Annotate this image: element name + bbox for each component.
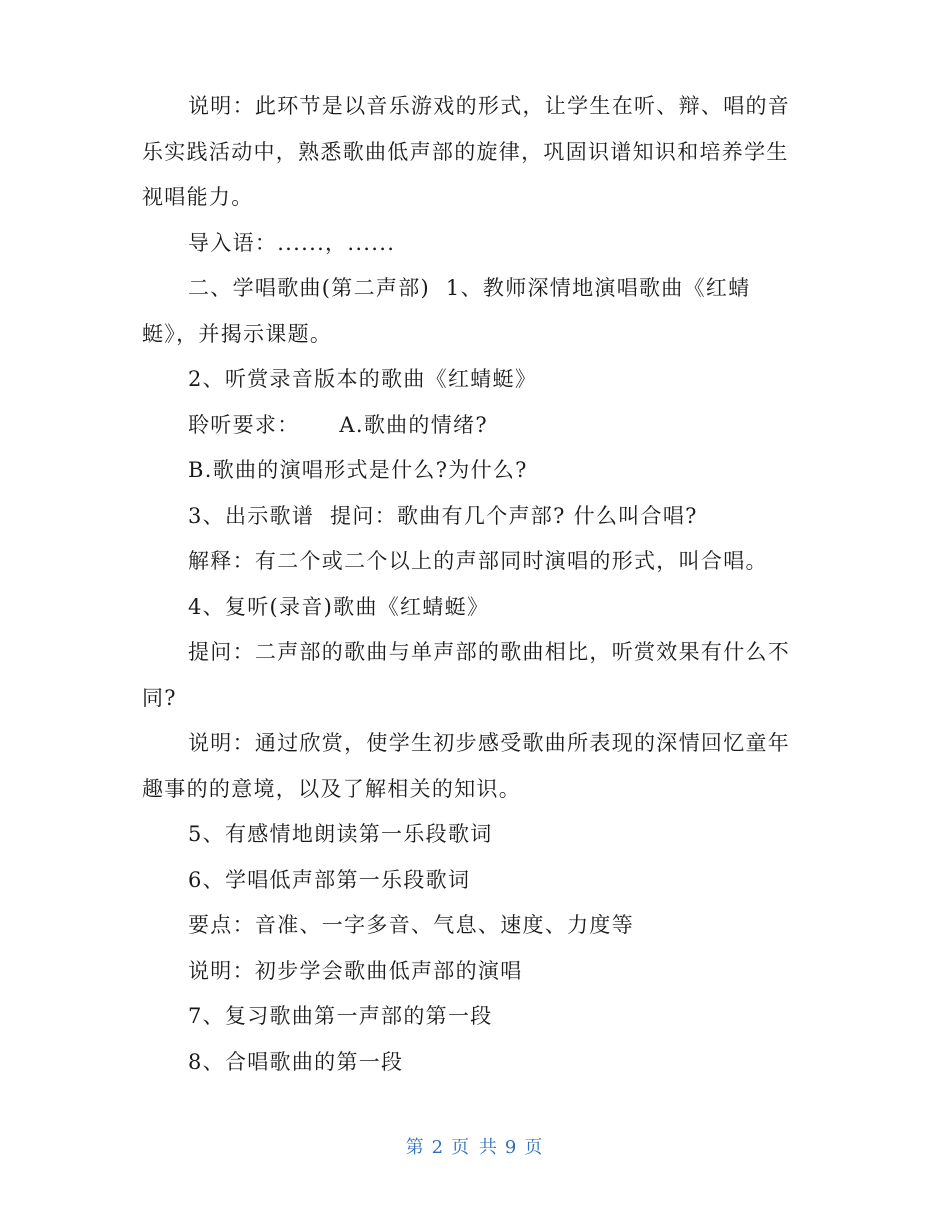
paragraph: 7、复习歌曲第一声部的第一段 bbox=[188, 1004, 493, 1028]
paragraph: 3、出示歌谱 提问：歌曲有几个声部? 什么叫合唱? bbox=[188, 503, 698, 528]
paragraph: 导入语：......，...... bbox=[188, 230, 396, 255]
page-label-mid: 页 共 bbox=[451, 1137, 499, 1158]
paragraph: B.歌曲的演唱形式是什么?为什么? bbox=[188, 458, 528, 482]
document-body bbox=[142, 84, 802, 1085]
paragraph: 解释：有二个或二个以上的声部同时演唱的形式，叫合唱。 bbox=[188, 549, 768, 573]
paragraph: 说明：初步学会歌曲低声部的演唱 bbox=[188, 958, 523, 983]
paragraph: 8、合唱歌曲的第一段 bbox=[188, 1049, 404, 1074]
paragraph: 聆听要求： A.歌曲的情绪? bbox=[188, 412, 488, 437]
paragraph: 6、学唱低声部第一乐段歌词 bbox=[188, 867, 471, 892]
paragraph: 4、复听(录音)歌曲《红蜻蜓》 bbox=[188, 594, 490, 619]
paragraph: 说明：通过欣赏，使学生初步感受歌曲所表现的深情回忆童年趣事的的意境，以及了解相关的知识。 bbox=[142, 731, 791, 801]
paragraph: 说明：此环节是以音乐游戏的形式，让学生在听、辩、唱的音乐实践活动中，熟悉歌曲低声部的旋律，巩固识谱知识和培养学生视唱能力。 bbox=[142, 94, 791, 209]
paragraph: 5、有感情地朗读第一乐段歌词 bbox=[188, 822, 493, 846]
total-pages-number: 9 bbox=[504, 1137, 519, 1158]
paragraph: 2、听赏录音版本的歌曲《红蜻蜓》 bbox=[188, 367, 538, 391]
paragraph: 二、学唱歌曲(第二声部) 1、教师深情地演唱歌曲《红蜻蜓》，并揭示课题。 bbox=[142, 276, 751, 346]
current-page-number: 2 bbox=[431, 1137, 446, 1158]
page-label-prefix: 第 bbox=[405, 1137, 426, 1158]
paragraph: 提问：二声部的歌曲与单声部的歌曲相比，听赏效果有什么不同? bbox=[142, 640, 791, 710]
page-footer bbox=[0, 1133, 950, 1159]
paragraph: 要点：音准、一字多音、气息、速度、力度等 bbox=[188, 913, 634, 937]
page-label-suffix: 页 bbox=[524, 1137, 545, 1158]
